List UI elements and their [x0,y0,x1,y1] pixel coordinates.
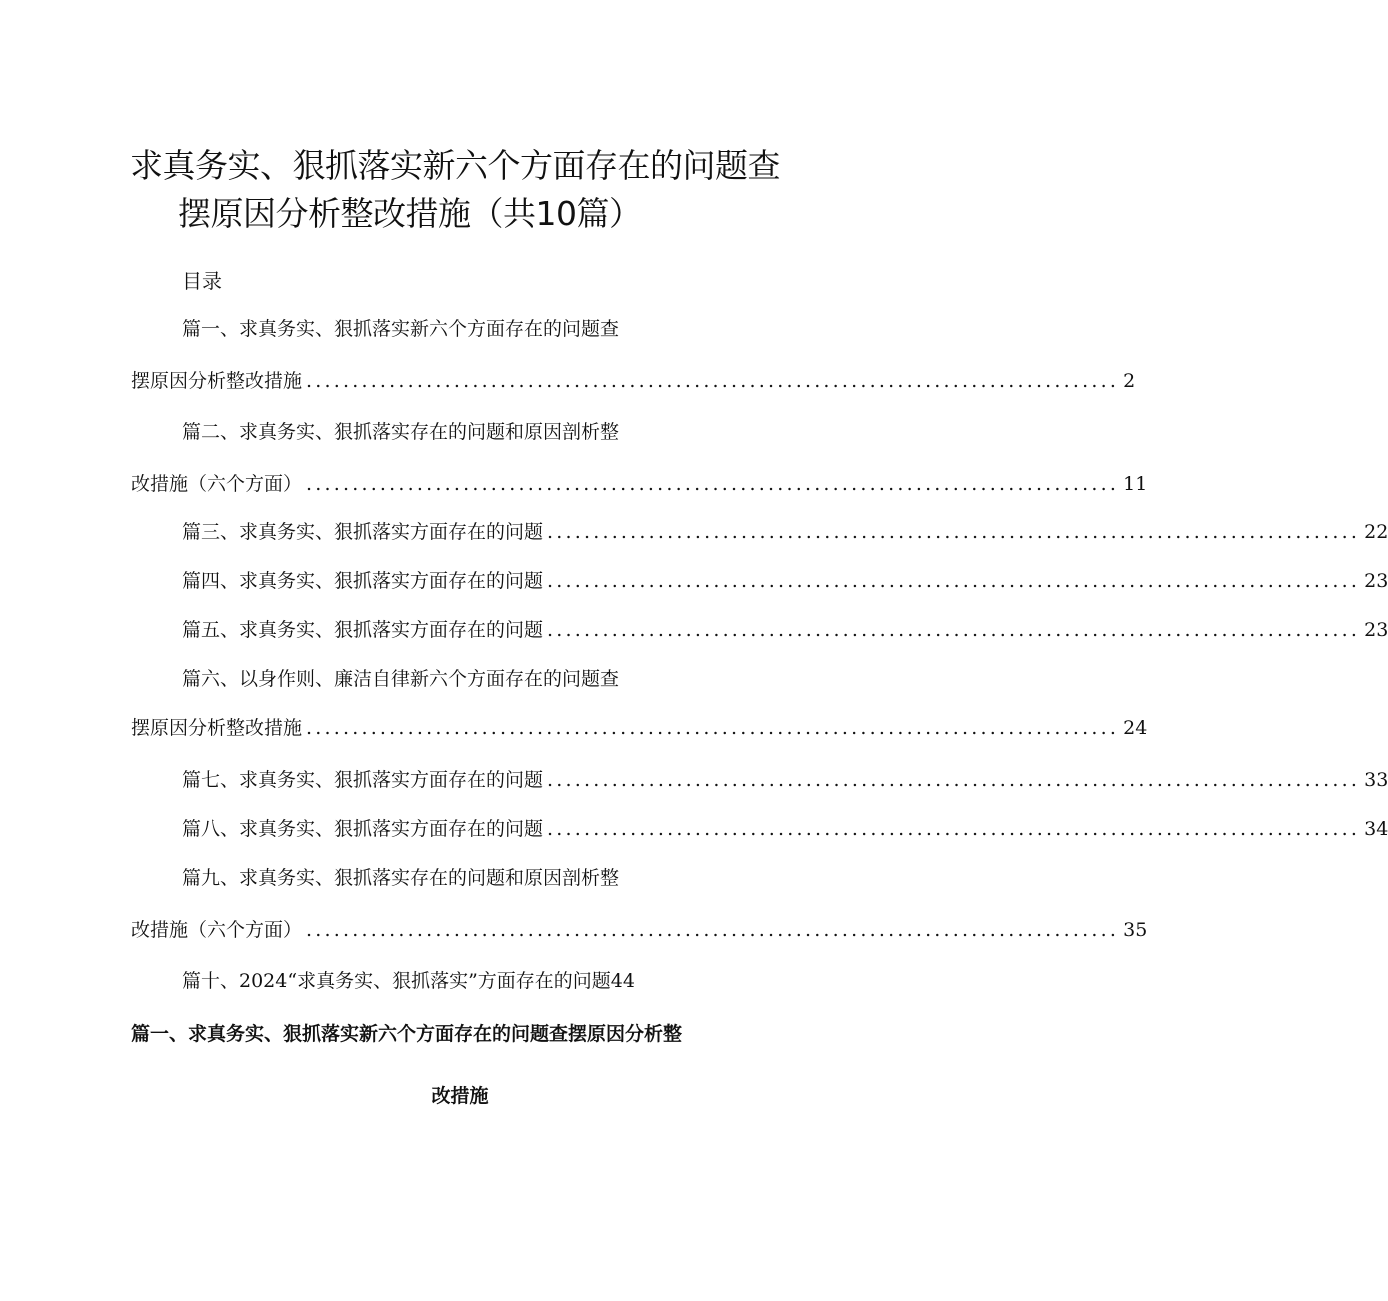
toc-item-1-line-2: 摆原因分析整改措施 [131,370,303,392]
toc-item-8-line-1: 篇八、求真务实、狠抓落实方面存在的问题 [182,818,544,840]
document-title [130,142,810,238]
toc-leader-dots: ........................................................................................ [306,473,1120,495]
toc-item-5-page: 23 [1364,619,1388,641]
toc-item-9-entry[interactable] [131,917,1148,943]
toc-item-5-line-1: 篇五、求真务实、狠抓落实方面存在的问题 [182,619,544,641]
toc-item-7-page: 33 [1364,769,1388,791]
toc-item-10-line-1[interactable]: 篇十、2024“求真务实、狠抓落实”方面存在的问题44 [182,970,635,992]
toc-item-2-line-2: 改措施（六个方面） [131,473,303,495]
toc-leader-dots: ........................................................................................ [547,521,1361,543]
toc-leader-dots: ........................................................................................ [547,769,1361,791]
toc-leader-dots: ........................................................................................ [547,619,1361,641]
toc-leader-dots: ........................................................................................ [306,370,1120,392]
toc-item-6-line-2: 摆原因分析整改措施 [131,717,303,739]
toc-item-8-page: 34 [1364,818,1388,840]
section-heading: 篇一、求真务实、狠抓落实新六个方面存在的问题查摆原因分析整 [131,1023,683,1045]
document-title-line-2: 摆原因分析整改措施（共10篇） [178,194,642,233]
toc-item-9-page: 35 [1123,919,1148,941]
section-heading-continued: 改措施 [431,1085,489,1107]
toc-item-9-line-1[interactable]: 篇九、求真务实、狠抓落实存在的问题和原因剖析整 [182,867,620,889]
toc-item-5-entry[interactable] [182,617,1388,643]
toc-item-7-entry[interactable] [182,767,1388,793]
toc-leader-dots: ........................................................................................ [547,818,1361,840]
toc-heading: 目录 [182,269,222,293]
toc-item-1-page: 2 [1123,370,1136,392]
toc-item-4-page: 23 [1364,570,1388,592]
toc-item-4-entry[interactable] [182,568,1388,594]
toc-leader-dots: ........................................................................................ [306,717,1120,739]
toc-item-3-page: 22 [1364,521,1388,543]
toc-item-2-line-1[interactable]: 篇二、求真务实、狠抓落实存在的问题和原因剖析整 [182,421,620,443]
toc-item-6-entry[interactable] [131,715,1148,741]
toc-item-8-entry[interactable] [182,816,1388,842]
toc-leader-dots: ........................................................................................ [547,570,1361,592]
document-title-line-1: 求真务实、狠抓落实新六个方面存在的问题查 [130,146,780,185]
toc-item-2-page: 11 [1123,473,1148,495]
toc-item-3-line-1: 篇三、求真务实、狠抓落实方面存在的问题 [182,521,544,543]
toc-item-4-line-1: 篇四、求真务实、狠抓落实方面存在的问题 [182,570,544,592]
toc-item-9-line-2: 改措施（六个方面） [131,919,303,941]
toc-item-2-entry[interactable] [131,471,1148,497]
toc-item-6-line-1[interactable]: 篇六、以身作则、廉洁自律新六个方面存在的问题查 [182,668,620,690]
toc-item-6-page: 24 [1123,717,1148,739]
toc-item-7-line-1: 篇七、求真务实、狠抓落实方面存在的问题 [182,769,544,791]
toc-item-3-entry[interactable] [182,519,1388,545]
toc-item-1-line-1[interactable]: 篇一、求真务实、狠抓落实新六个方面存在的问题查 [182,318,620,340]
toc-item-1-entry[interactable] [131,368,1136,394]
toc-leader-dots: ........................................................................................ [306,919,1120,941]
